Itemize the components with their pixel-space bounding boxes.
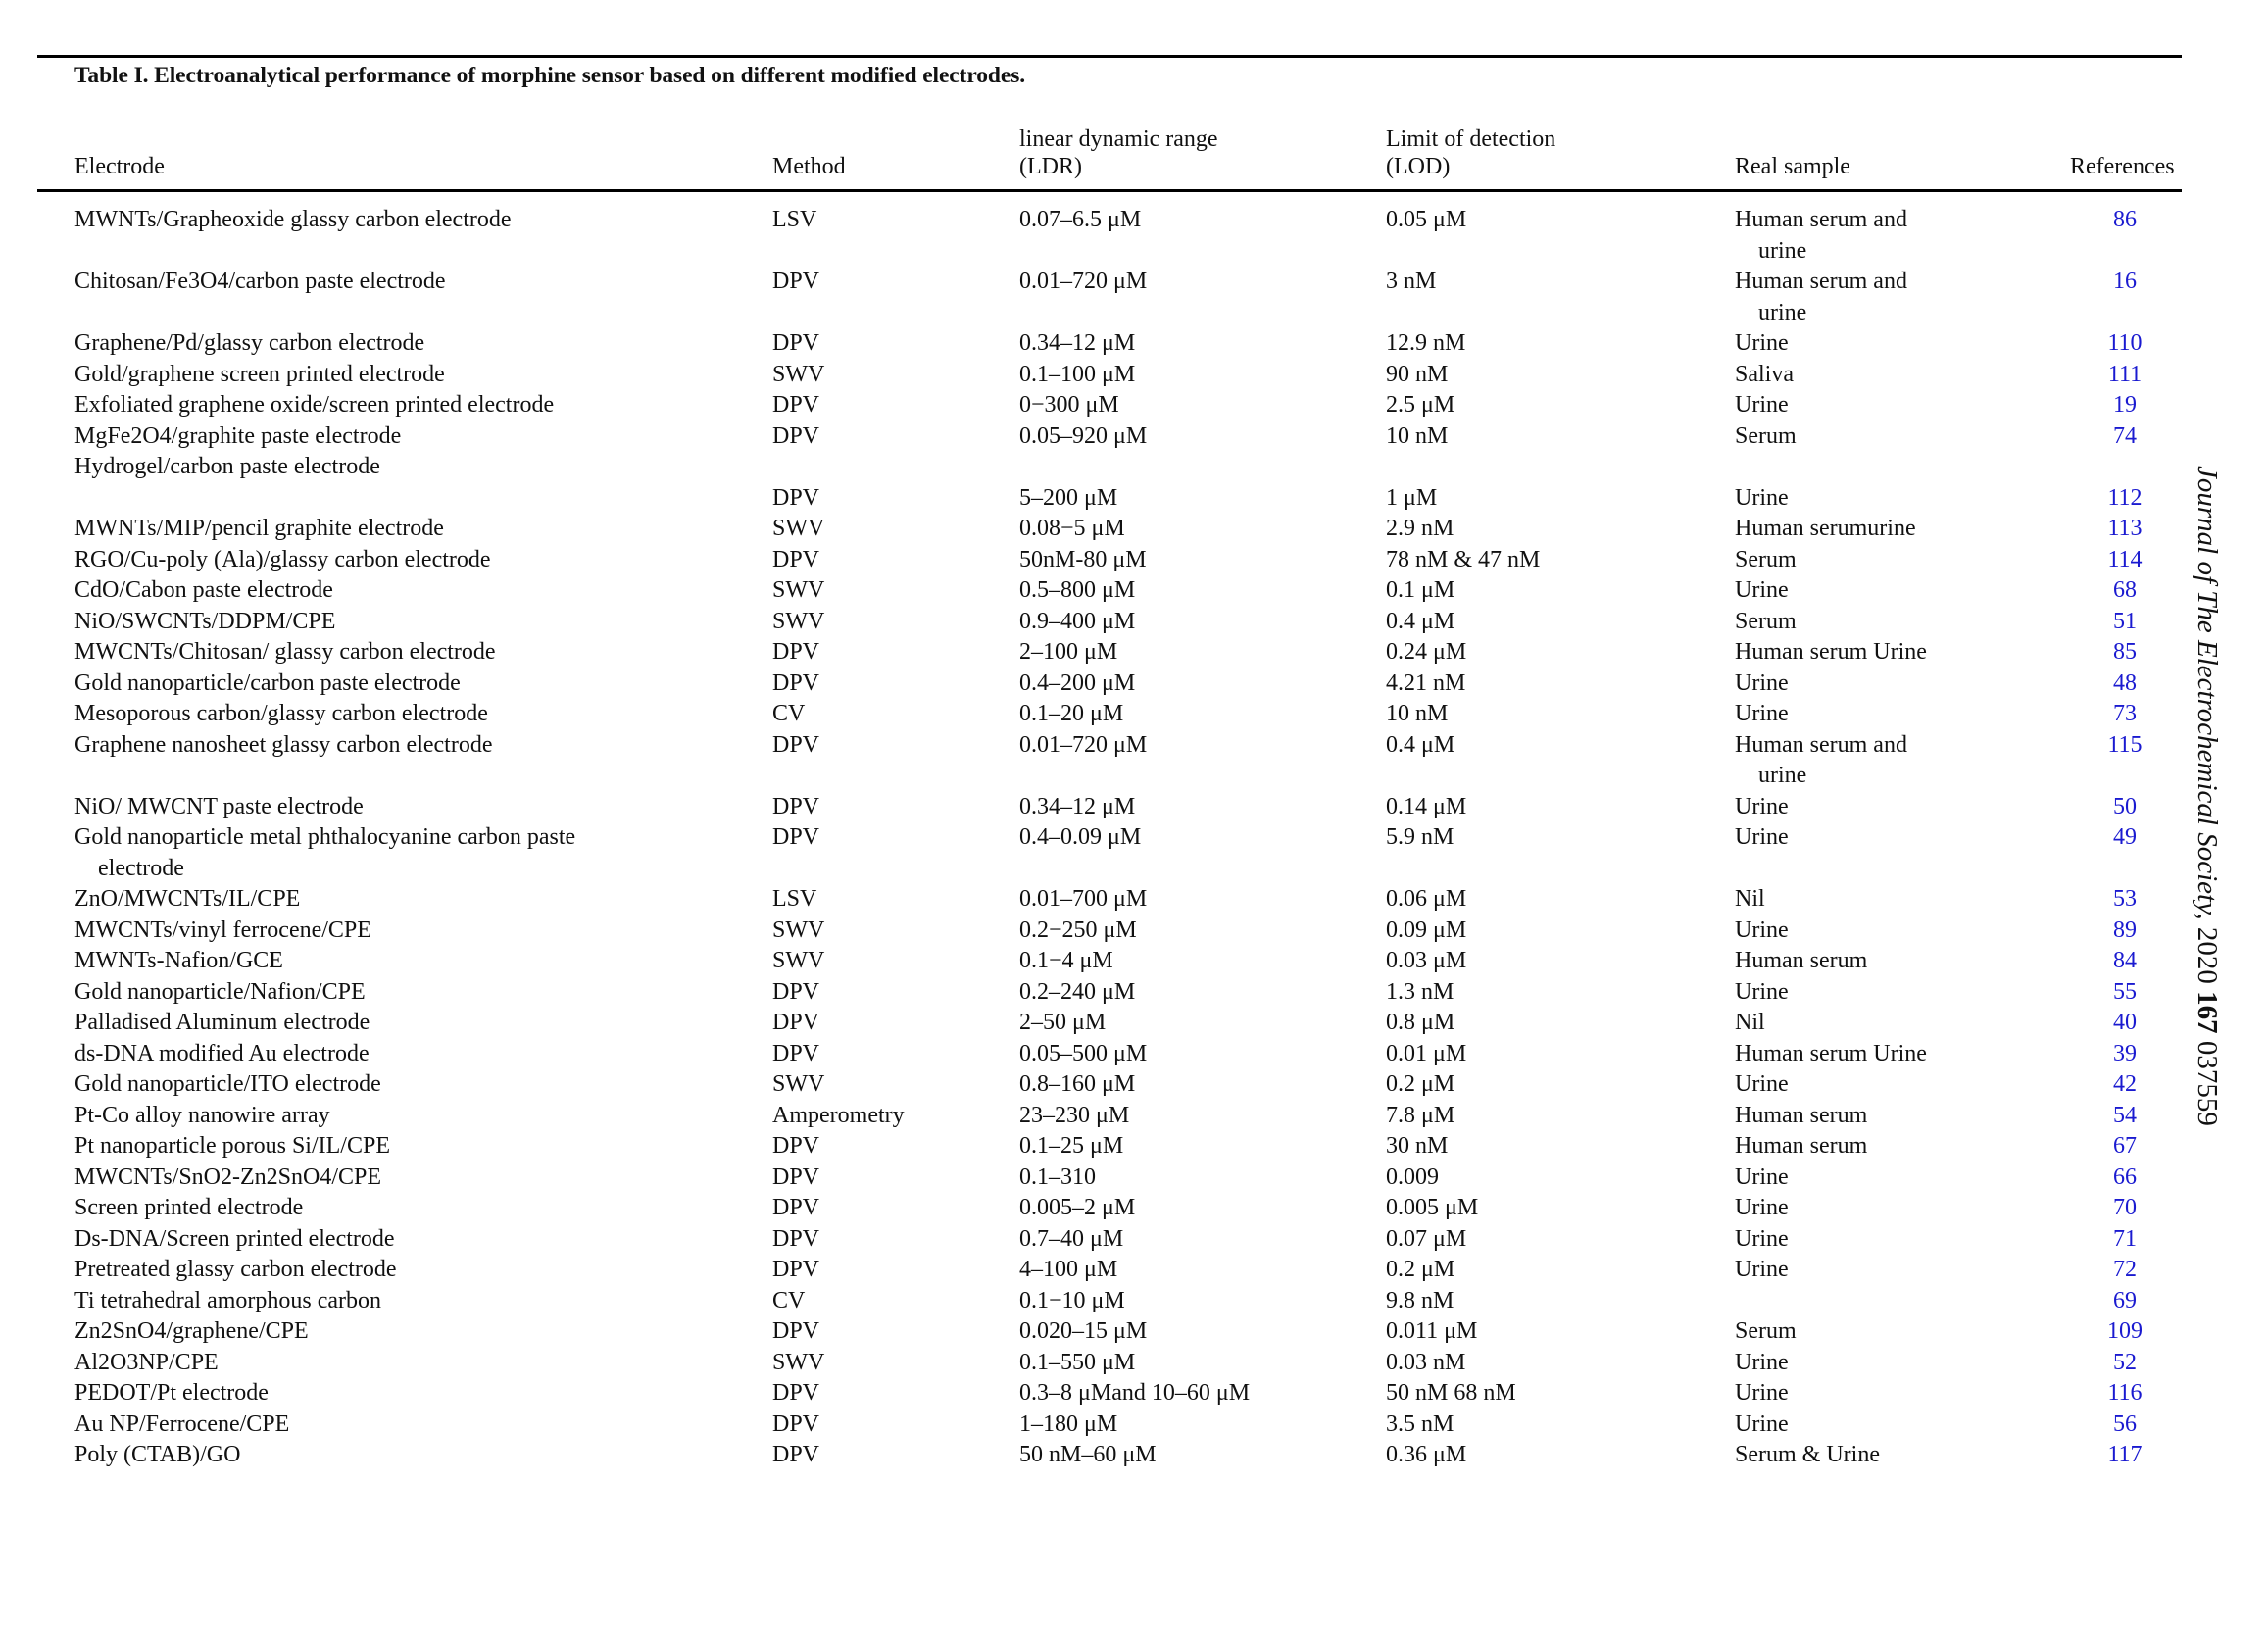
- cell-method: CV: [772, 701, 806, 726]
- cell-ldr: 50nM-80 μM: [1019, 546, 1147, 572]
- table-top-rule: [37, 55, 2182, 58]
- cell-lod: 0.1 μM: [1386, 577, 1455, 603]
- cell-method: DPV: [772, 269, 820, 294]
- cell-reference-link[interactable]: 39: [2113, 1040, 2137, 1066]
- cell-reference-link[interactable]: 115: [2107, 731, 2143, 758]
- cell-ldr: 0.01–720 μM: [1019, 269, 1148, 294]
- cell-electrode: Chitosan/Fe3O4/carbon paste electrode: [74, 269, 446, 294]
- cell-method: DPV: [772, 669, 820, 696]
- cell-reference-link[interactable]: 74: [2113, 422, 2137, 449]
- cell-method: DPV: [772, 978, 820, 1005]
- cell-method: SWV: [772, 1071, 825, 1097]
- cell-real-sample: Urine: [1735, 577, 1789, 603]
- table-row: [0, 1008, 2268, 1039]
- cell-lod: 2.5 μM: [1386, 392, 1455, 418]
- cell-lod: 10 nM: [1386, 422, 1449, 449]
- cell-electrode: MWCNTs/SnO2-Zn2SnO4/CPE: [74, 1163, 382, 1190]
- cell-lod: 0.03 μM: [1386, 948, 1467, 973]
- cell-reference-link[interactable]: 68: [2113, 577, 2137, 603]
- table-row: [0, 1316, 2268, 1348]
- cell-method: DPV: [772, 1380, 820, 1406]
- cell-method: SWV: [772, 1349, 825, 1375]
- cell-lod: 0.01 μM: [1386, 1040, 1467, 1066]
- cell-electrode: MgFe2O4/graphite paste electrode: [74, 422, 402, 449]
- table-row: [0, 1255, 2268, 1286]
- cell-electrode: MWCNTs/Chitosan/ glassy carbon electrode: [74, 639, 496, 665]
- cell-electrode: CdO/Cabon paste electrode: [74, 577, 333, 603]
- cell-lod: 0.011 μM: [1386, 1318, 1478, 1344]
- table-row: [0, 915, 2268, 947]
- cell-reference-link[interactable]: 84: [2113, 948, 2137, 973]
- cell-real-sample: Human serum and: [1735, 207, 1907, 232]
- cell-lod: 0.8 μM: [1386, 1010, 1455, 1035]
- cell-reference-link[interactable]: 86: [2113, 207, 2137, 232]
- cell-real-sample: Human serumurine: [1735, 516, 1916, 541]
- cell-reference-link[interactable]: 71: [2113, 1225, 2137, 1252]
- cell-electrode: RGO/Cu-poly (Ala)/glassy carbon electrode: [74, 546, 491, 572]
- cell-real-sample-continued: urine: [1758, 237, 1807, 264]
- cell-real-sample: Serum: [1735, 608, 1797, 634]
- cell-electrode: Ds-DNA/Screen printed electrode: [74, 1225, 395, 1252]
- cell-electrode: ZnO/MWCNTs/IL/CPE: [74, 886, 301, 912]
- cell-electrode: MWCNTs/vinyl ferrocene/CPE: [74, 916, 371, 943]
- journal-name: Journal of The Electrochemical Society,: [2192, 466, 2223, 920]
- cell-lod: 3 nM: [1386, 269, 1437, 294]
- cell-method: DPV: [772, 1010, 820, 1035]
- cell-ldr: 0.3–8 μMand 10–60 μM: [1019, 1380, 1251, 1406]
- cell-method: SWV: [772, 948, 825, 973]
- table-row: [0, 1378, 2268, 1410]
- cell-real-sample: Nil: [1735, 1010, 1765, 1035]
- cell-reference-link[interactable]: 51: [2113, 608, 2137, 634]
- cell-ldr: 0.1–20 μM: [1019, 701, 1124, 726]
- cell-lod: 0.05 μM: [1386, 207, 1467, 232]
- cell-ldr: 0.020–15 μM: [1019, 1318, 1148, 1344]
- cell-ldr: 50 nM–60 μM: [1019, 1442, 1157, 1467]
- cell-reference-link[interactable]: 19: [2113, 392, 2137, 418]
- cell-reference-link[interactable]: 85: [2113, 639, 2137, 665]
- cell-real-sample: Urine: [1735, 1380, 1789, 1406]
- cell-real-sample: Saliva: [1735, 361, 1794, 387]
- cell-lod: 9.8 nM: [1386, 1287, 1454, 1313]
- cell-ldr: 0.5–800 μM: [1019, 577, 1136, 603]
- header-ldr-line2: (LDR): [1019, 154, 1082, 179]
- cell-ldr: 0.1–310: [1019, 1163, 1096, 1190]
- cell-reference-link[interactable]: 67: [2113, 1133, 2137, 1159]
- cell-ldr: 0.01–700 μM: [1019, 886, 1148, 912]
- cell-method: DPV: [772, 422, 820, 449]
- cell-electrode: Zn2SnO4/graphene/CPE: [74, 1318, 309, 1344]
- cell-reference-link[interactable]: 111: [2107, 361, 2143, 387]
- table-row: [0, 1410, 2268, 1441]
- table-row: [0, 452, 2268, 511]
- cell-reference-link[interactable]: 56: [2113, 1410, 2137, 1437]
- cell-real-sample: Serum: [1735, 422, 1797, 449]
- table-row: [0, 328, 2268, 360]
- cell-electrode: ds-DNA modified Au electrode: [74, 1040, 370, 1066]
- cell-real-sample: Urine: [1735, 669, 1789, 696]
- cell-electrode: Palladised Aluminum electrode: [74, 1010, 370, 1035]
- cell-lod: 78 nM & 47 nM: [1386, 546, 1541, 572]
- cell-reference-link[interactable]: 114: [2107, 546, 2143, 572]
- cell-electrode: PEDOT/Pt electrode: [74, 1380, 269, 1406]
- cell-lod: 7.8 μM: [1386, 1102, 1455, 1128]
- cell-ldr: 0.2–240 μM: [1019, 978, 1136, 1005]
- journal-volume: 167: [2192, 991, 2223, 1034]
- table-row: [0, 421, 2268, 453]
- cell-reference-link[interactable]: 53: [2113, 886, 2137, 912]
- cell-lod: 12.9 nM: [1386, 330, 1466, 356]
- table-row: [0, 1131, 2268, 1163]
- cell-real-sample: Urine: [1735, 1225, 1789, 1252]
- table-row: [0, 390, 2268, 421]
- header-ldr-line1: linear dynamic range: [1019, 126, 1218, 152]
- cell-ldr: 0.2−250 μM: [1019, 916, 1137, 943]
- cell-method: DPV: [772, 1133, 820, 1159]
- cell-real-sample: Urine: [1735, 1349, 1789, 1375]
- journal-year: 2020: [2192, 926, 2223, 984]
- cell-lod: 0.009: [1386, 1163, 1439, 1190]
- cell-real-sample: Urine: [1735, 978, 1789, 1005]
- cell-method: DPV: [772, 1225, 820, 1252]
- cell-reference-link[interactable]: 113: [2107, 516, 2143, 541]
- cell-ldr: 0.005–2 μM: [1019, 1195, 1136, 1220]
- cell-reference-link[interactable]: 49: [2113, 824, 2137, 850]
- cell-reference-link[interactable]: 112: [2107, 484, 2143, 511]
- table-row: [0, 977, 2268, 1009]
- cell-method: DPV: [772, 546, 820, 572]
- cell-method: DPV: [772, 1442, 820, 1467]
- cell-method: DPV: [772, 639, 820, 665]
- cell-lod: 0.4 μM: [1386, 731, 1455, 758]
- cell-reference-link[interactable]: 16: [2113, 269, 2137, 294]
- cell-real-sample: Serum: [1735, 1318, 1797, 1344]
- cell-lod: 0.24 μM: [1386, 639, 1467, 665]
- cell-real-sample: Serum: [1735, 546, 1797, 572]
- cell-real-sample: Serum & Urine: [1735, 1442, 1880, 1467]
- cell-ldr: 4–100 μM: [1019, 1257, 1118, 1282]
- cell-electrode: Mesoporous carbon/glassy carbon electrode: [74, 701, 488, 726]
- header-lod-line2: (LOD): [1386, 154, 1451, 179]
- cell-method: DPV: [772, 330, 820, 356]
- table-row: [0, 1224, 2268, 1256]
- cell-method: DPV: [772, 392, 820, 418]
- cell-lod: 30 nM: [1386, 1133, 1449, 1159]
- cell-lod: 2.9 nM: [1386, 516, 1454, 541]
- table-row: [0, 1440, 2268, 1471]
- table-row: [0, 1069, 2268, 1101]
- cell-reference-link[interactable]: 66: [2113, 1163, 2137, 1190]
- table-row: [0, 637, 2268, 668]
- cell-lod: 0.005 μM: [1386, 1195, 1479, 1220]
- cell-electrode-continued: electrode: [98, 855, 184, 881]
- cell-method: SWV: [772, 608, 825, 634]
- cell-method: DPV: [772, 1318, 820, 1344]
- cell-method: Amperometry: [772, 1102, 905, 1128]
- cell-ldr: 0.4–0.09 μM: [1019, 824, 1142, 850]
- journal-article-number: 037559: [2192, 1040, 2223, 1126]
- cell-ldr: 0.4–200 μM: [1019, 669, 1136, 696]
- cell-lod: 10 nM: [1386, 701, 1449, 726]
- table-row: [0, 545, 2268, 576]
- cell-electrode: Gold nanoparticle metal phthalocyanine carbon paste: [74, 824, 576, 850]
- cell-lod: 90 nM: [1386, 361, 1449, 387]
- cell-lod: 0.09 μM: [1386, 916, 1467, 943]
- table-row: [0, 205, 2268, 264]
- cell-ldr: 0.9–400 μM: [1019, 608, 1136, 634]
- cell-ldr: 0.01–720 μM: [1019, 731, 1148, 758]
- cell-lod: 1 μM: [1386, 484, 1438, 511]
- cell-ldr: 0.1−4 μM: [1019, 948, 1113, 973]
- cell-lod: 0.2 μM: [1386, 1257, 1455, 1282]
- cell-real-sample: Urine: [1735, 330, 1789, 356]
- cell-electrode: NiO/SWCNTs/DDPM/CPE: [74, 608, 336, 634]
- header-method: Method: [772, 154, 846, 179]
- cell-method: DPV: [772, 1040, 820, 1066]
- cell-electrode: NiO/ MWCNT paste electrode: [74, 793, 364, 819]
- cell-real-sample: Human serum Urine: [1735, 639, 1927, 665]
- cell-real-sample: Human serum: [1735, 1102, 1868, 1128]
- cell-method: SWV: [772, 577, 825, 603]
- journal-citation-sidebar: [2184, 466, 2223, 1152]
- cell-electrode: Pt-Co alloy nanowire array: [74, 1102, 330, 1128]
- cell-real-sample: Human serum: [1735, 948, 1868, 973]
- cell-electrode: Graphene nanosheet glassy carbon electrode: [74, 731, 493, 758]
- table-row: [0, 575, 2268, 607]
- cell-ldr: 2–50 μM: [1019, 1010, 1107, 1035]
- cell-ldr: 5–200 μM: [1019, 484, 1118, 511]
- cell-lod: 5.9 nM: [1386, 824, 1454, 850]
- cell-real-sample: Urine: [1735, 392, 1789, 418]
- cell-real-sample-continued: urine: [1758, 763, 1807, 788]
- cell-electrode: MWNTs/Grapheoxide glassy carbon electrode: [74, 207, 512, 232]
- cell-real-sample: Urine: [1735, 824, 1789, 850]
- cell-lod: 0.2 μM: [1386, 1071, 1455, 1097]
- cell-real-sample: Urine: [1735, 916, 1789, 943]
- table-row: [0, 267, 2268, 325]
- cell-real-sample: Nil: [1735, 886, 1765, 912]
- cell-lod: 50 nM 68 nM: [1386, 1380, 1516, 1406]
- table-caption: Table I. Electroanalytical performance of morphine sensor based on different modified electrodes.: [74, 63, 1026, 88]
- cell-electrode: Al2O3NP/CPE: [74, 1349, 219, 1375]
- table-row: [0, 1101, 2268, 1132]
- cell-electrode: Ti tetrahedral amorphous carbon: [74, 1287, 382, 1313]
- cell-ldr: 2–100 μM: [1019, 639, 1118, 665]
- cell-method: SWV: [772, 361, 825, 387]
- cell-electrode: MWNTs-Nafion/GCE: [74, 948, 283, 973]
- cell-method: DPV: [772, 484, 820, 511]
- cell-real-sample: Urine: [1735, 1071, 1789, 1097]
- cell-reference-link[interactable]: 109: [2107, 1318, 2143, 1344]
- cell-reference-link[interactable]: 72: [2113, 1257, 2137, 1282]
- cell-lod: 1.3 nM: [1386, 978, 1454, 1005]
- header-real-sample: Real sample: [1735, 154, 1850, 179]
- cell-lod: 3.5 nM: [1386, 1410, 1454, 1437]
- cell-ldr: 0.7–40 μM: [1019, 1225, 1124, 1252]
- table-row: [0, 1286, 2268, 1317]
- cell-real-sample: Human serum and: [1735, 731, 1907, 758]
- cell-ldr: 0.05–920 μM: [1019, 422, 1148, 449]
- header-electrode: Electrode: [74, 154, 165, 179]
- cell-ldr: 0.34–12 μM: [1019, 330, 1136, 356]
- cell-method: DPV: [772, 1257, 820, 1282]
- cell-method: DPV: [772, 793, 820, 819]
- cell-ldr: 0.1–550 μM: [1019, 1349, 1136, 1375]
- cell-real-sample: Urine: [1735, 701, 1789, 726]
- cell-reference-link[interactable]: 48: [2113, 669, 2137, 696]
- table-row: [0, 730, 2268, 788]
- cell-real-sample: Urine: [1735, 793, 1789, 819]
- cell-method: SWV: [772, 916, 825, 943]
- table-row: [0, 1348, 2268, 1379]
- cell-ldr: 0.8–160 μM: [1019, 1071, 1136, 1097]
- cell-reference-link[interactable]: 73: [2113, 701, 2137, 726]
- cell-real-sample: Human serum: [1735, 1133, 1868, 1159]
- cell-electrode: Gold nanoparticle/carbon paste electrode: [74, 669, 461, 696]
- cell-lod: 0.14 μM: [1386, 793, 1467, 819]
- cell-reference-link[interactable]: 42: [2113, 1071, 2137, 1097]
- cell-ldr: 0.05–500 μM: [1019, 1040, 1148, 1066]
- table-row: [0, 668, 2268, 700]
- cell-real-sample: Urine: [1735, 1195, 1789, 1220]
- cell-electrode: Pt nanoparticle porous Si/IL/CPE: [74, 1133, 390, 1159]
- cell-method: DPV: [772, 1195, 820, 1220]
- cell-reference-link[interactable]: 55: [2113, 978, 2137, 1005]
- cell-reference-link[interactable]: 110: [2107, 330, 2143, 356]
- cell-electrode: Poly (CTAB)/GO: [74, 1442, 241, 1467]
- table-row: [0, 607, 2268, 638]
- table-row: [0, 1039, 2268, 1070]
- table-row: [0, 946, 2268, 977]
- cell-real-sample: Urine: [1735, 1410, 1789, 1437]
- cell-method: DPV: [772, 1410, 820, 1437]
- cell-lod: 0.4 μM: [1386, 608, 1455, 634]
- header-references: References: [2070, 154, 2175, 179]
- table-row: [0, 699, 2268, 730]
- cell-reference-link[interactable]: 117: [2107, 1442, 2143, 1467]
- cell-electrode: Graphene/Pd/glassy carbon electrode: [74, 330, 425, 356]
- cell-method: LSV: [772, 886, 817, 912]
- cell-method: DPV: [772, 1163, 820, 1190]
- header-lod-line1: Limit of detection: [1386, 126, 1556, 152]
- cell-electrode: Gold/graphene screen printed electrode: [74, 361, 445, 387]
- cell-method: DPV: [772, 824, 820, 850]
- cell-reference-link[interactable]: 50: [2113, 793, 2137, 819]
- cell-reference-link[interactable]: 89: [2113, 916, 2137, 943]
- cell-method: SWV: [772, 516, 825, 541]
- header-rule: [37, 189, 2182, 192]
- table-row: [0, 822, 2268, 881]
- cell-electrode: Hydrogel/carbon paste electrode: [74, 454, 380, 479]
- cell-real-sample-continued: urine: [1758, 299, 1807, 325]
- cell-electrode: Gold nanoparticle/Nafion/CPE: [74, 978, 366, 1005]
- cell-ldr: 0.07–6.5 μM: [1019, 207, 1142, 232]
- cell-ldr: 0.08−5 μM: [1019, 516, 1125, 541]
- table-row: [0, 884, 2268, 915]
- cell-method: DPV: [772, 731, 820, 758]
- cell-reference-link[interactable]: 69: [2113, 1287, 2137, 1313]
- cell-reference-link[interactable]: 52: [2113, 1349, 2137, 1375]
- cell-real-sample: Urine: [1735, 1257, 1789, 1282]
- cell-lod: 0.03 nM: [1386, 1349, 1466, 1375]
- cell-electrode: Au NP/Ferrocene/CPE: [74, 1410, 290, 1437]
- cell-ldr: 0.1–25 μM: [1019, 1133, 1124, 1159]
- cell-lod: 4.21 nM: [1386, 669, 1466, 696]
- cell-lod: 0.36 μM: [1386, 1442, 1467, 1467]
- cell-ldr: 23–230 μM: [1019, 1102, 1130, 1128]
- cell-reference-link[interactable]: 40: [2113, 1010, 2137, 1035]
- table-row: [0, 514, 2268, 545]
- cell-lod: 0.07 μM: [1386, 1225, 1467, 1252]
- cell-method: LSV: [772, 207, 817, 232]
- cell-real-sample: Human serum and: [1735, 269, 1907, 294]
- table-row: [0, 1163, 2268, 1194]
- cell-electrode: Gold nanoparticle/ITO electrode: [74, 1071, 381, 1097]
- cell-electrode: MWNTs/MIP/pencil graphite electrode: [74, 516, 444, 541]
- cell-ldr: 0−300 μM: [1019, 392, 1119, 418]
- cell-electrode: Pretreated glassy carbon electrode: [74, 1257, 397, 1282]
- cell-lod: 0.06 μM: [1386, 886, 1467, 912]
- cell-electrode: Exfoliated graphene oxide/screen printed electrode: [74, 392, 555, 418]
- cell-real-sample: Human serum Urine: [1735, 1040, 1927, 1066]
- cell-method: CV: [772, 1287, 806, 1313]
- cell-reference-link[interactable]: 54: [2113, 1102, 2137, 1128]
- cell-real-sample: Urine: [1735, 484, 1789, 511]
- cell-electrode: Screen printed electrode: [74, 1195, 304, 1220]
- cell-ldr: 0.1–100 μM: [1019, 361, 1136, 387]
- cell-reference-link[interactable]: 70: [2113, 1195, 2137, 1220]
- cell-ldr: 0.34–12 μM: [1019, 793, 1136, 819]
- cell-real-sample: Urine: [1735, 1163, 1789, 1190]
- cell-reference-link[interactable]: 116: [2107, 1380, 2143, 1406]
- cell-ldr: 1–180 μM: [1019, 1410, 1118, 1437]
- cell-ldr: 0.1−10 μM: [1019, 1287, 1125, 1313]
- table-row: [0, 792, 2268, 823]
- table-row: [0, 1193, 2268, 1224]
- table-row: [0, 360, 2268, 391]
